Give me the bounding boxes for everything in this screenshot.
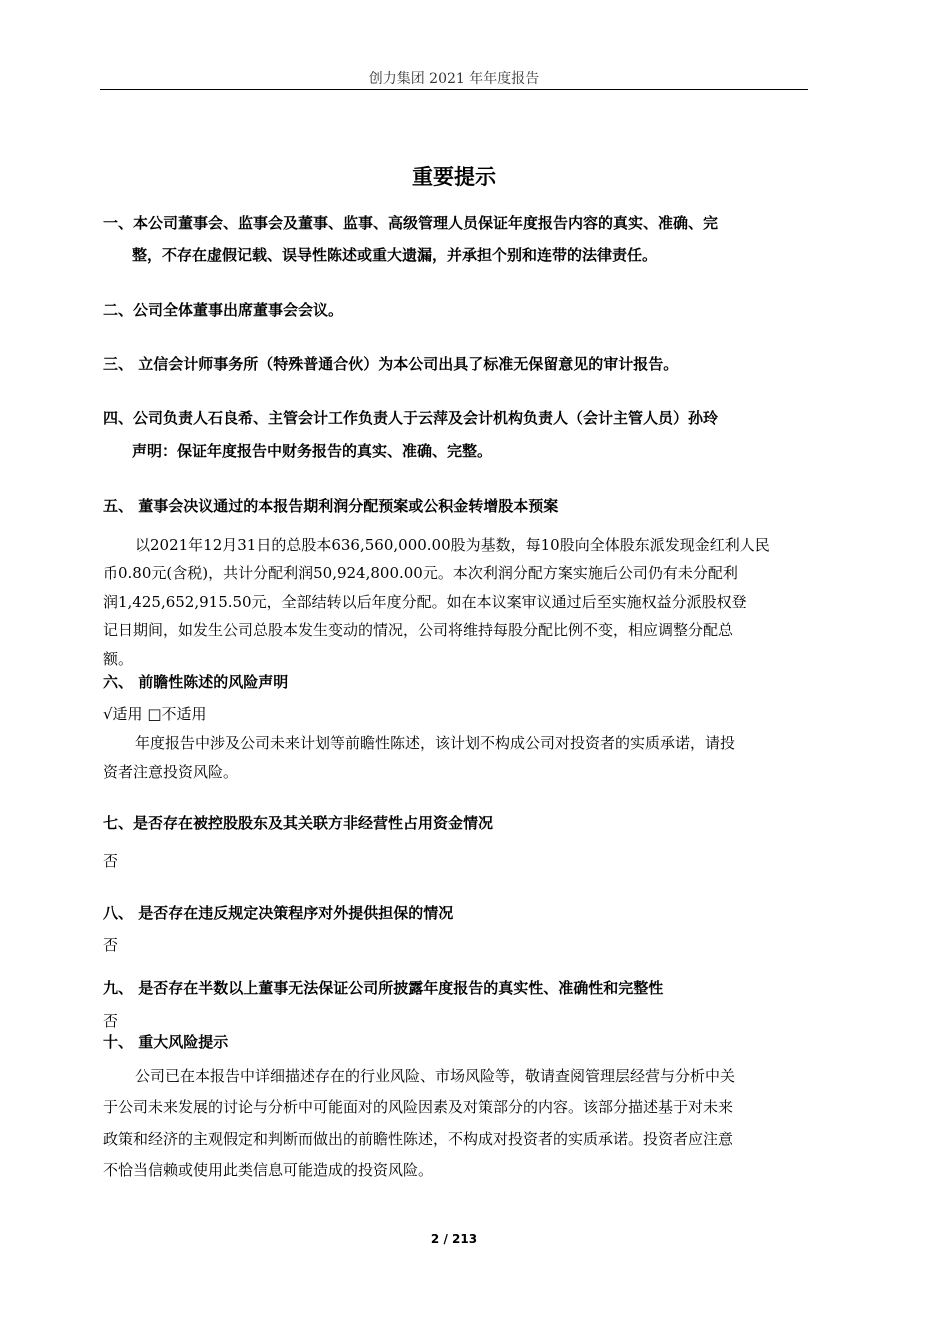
applicability-options: √适用 □不适用 [103, 705, 207, 723]
section-8-heading: 八、 是否存在违反规定决策程序对外提供担保的情况 [103, 904, 454, 922]
section-10-text-line: 政策和经济的主观假定和判断而做出的前瞻性陈述，不构成对投资者的实质承诺。投资者应注意 [103, 1130, 734, 1148]
section-4-line-1: 四、公司负责人石良希、主管会计工作负责人于云萍及会计机构负责人（会计主管人员）孙玲 [103, 409, 719, 427]
section-9-heading: 九、 是否存在半数以上董事无法保证公司所披露年度报告的真实性、准确性和完整性 [103, 979, 664, 997]
section-10-text-line: 公司已在本报告中详细描述存在的行业风险、市场风险等，敬请查阅管理层经营与分析中关 [135, 1067, 736, 1085]
header-rule [100, 89, 808, 90]
section-5-text-line: 润1,425,652,915.50元，全部结转以后年度分配。如在本议案审议通过后至实施权益分派股权登 [103, 593, 747, 611]
section-10-heading: 十、 重大风险提示 [103, 1033, 229, 1051]
page-title: 重要提示 [412, 165, 496, 189]
section-9-answer: 否 [103, 1012, 119, 1030]
section-4-line-2: 声明：保证年度报告中财务报告的真实、准确、完整。 [132, 442, 493, 460]
section-1-line-1: 一、本公司董事会、监事会及董事、监事、高级管理人员保证年度报告内容的真实、准确、完 [103, 214, 719, 232]
page-header: 创力集团 2021 年年度报告 [368, 71, 540, 87]
section-10-text-line: 于公司未来发展的讨论与分析中可能面对的风险因素及对策部分的内容。该部分描述基于对未来 [103, 1098, 734, 1116]
section-7-answer: 否 [103, 852, 119, 870]
page-number: 2 / 213 [430, 1232, 478, 1246]
section-10-text-line: 不恰当信赖或使用此类信息可能造成的投资风险。 [103, 1161, 434, 1179]
section-5-text-line: 记日期间，如发生公司总股本发生变动的情况，公司将维持每股分配比例不变，相应调整分配总 [103, 621, 734, 639]
section-5-heading: 五、 董事会决议通过的本报告期利润分配预案或公积金转增股本预案 [103, 497, 559, 515]
section-5-text-line: 币0.80元(含税)，共计分配利润50,924,800.00元。本次利润分配方案实施后公司仍有未分配利 [103, 564, 738, 582]
section-3-heading: 三、 立信会计师事务所（特殊普通合伙）为本公司出具了标准无保留意见的审计报告。 [103, 355, 679, 373]
section-5-text-line: 以2021年12月31日的总股本636,560,000.00股为基数，每10股向全体股东派发现金红利人民 [135, 536, 770, 554]
section-6-text-line: 资者注意投资风险。 [103, 763, 239, 781]
section-5-text-line: 额。 [103, 650, 134, 668]
section-7-heading: 七、是否存在被控股股东及其关联方非经营性占用资金情况 [103, 814, 494, 832]
section-2-heading: 二、公司全体董事出席董事会会议。 [103, 301, 344, 319]
section-8-answer: 否 [103, 936, 119, 954]
section-1-line-2: 整，不存在虚假记载、误导性陈述或重大遗漏，并承担个别和连带的法律责任。 [132, 246, 658, 264]
section-6-heading: 六、 前瞻性陈述的风险声明 [103, 673, 289, 691]
section-6-text-line: 年度报告中涉及公司未来计划等前瞻性陈述，该计划不构成公司对投资者的实质承诺，请投 [135, 734, 736, 752]
